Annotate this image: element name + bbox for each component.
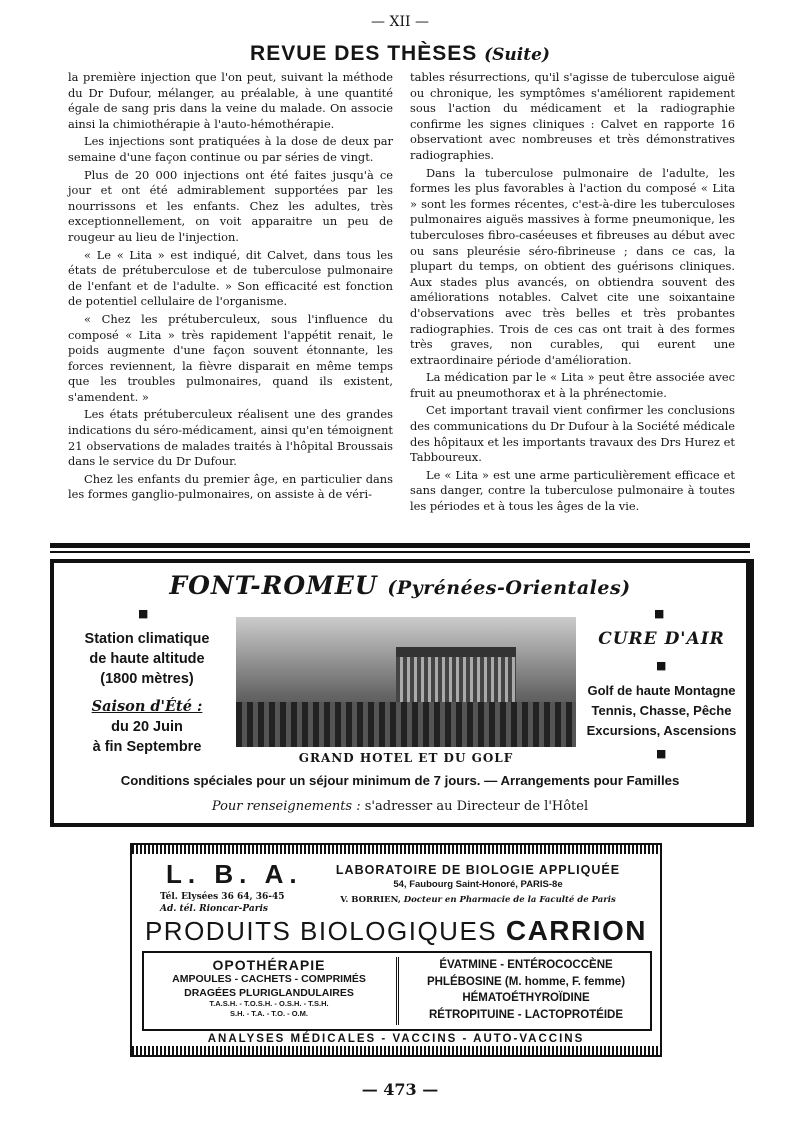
- carrion-text: CARRION: [505, 915, 648, 946]
- paragraph: Les états prétuberculeux réalisent une des grandes indications du séro-médicament, ainsi qu'en témoignent 21 observations de malades traités à l'hôpital Broussais dans le service du Dr Dufour.: [68, 407, 393, 469]
- bullet-icon: ■: [656, 659, 667, 672]
- bullet-icon: ■: [138, 607, 149, 620]
- section-title: [0, 42, 800, 66]
- ad-saison: Saison d'Été :: [91, 698, 203, 715]
- paragraph: la première injection que l'on peut, suivant la méthode du Dr Dufour, mélanger, au préalable, à une quantité égale de sang pris dans la veine du malade. On associe ainsi la chimiothérapie à l'auto-hémothérapie.: [68, 70, 393, 131]
- paragraph: tables résurrections, qu'il s'agisse de tuberculose aiguë ou chronique, les symptômes s'améliorent rapidement sous l'action du médicament et la radiographie confirme les signes cliniques : Calvet en rapporte 16 observationt avec nombreuses et très démonstratives radiographies.: [410, 70, 735, 162]
- lba-logo: L. B. A.: [166, 859, 303, 889]
- lba-adtel: Ad. tél. Rioncar-Paris: [160, 904, 268, 914]
- ad-top-rule-thin: [50, 551, 750, 553]
- paragraph: Les injections sont pratiquées à la dose de deux par semaine d'une façon continue ou par séries de vingt.: [68, 134, 393, 164]
- paragraph: Le « Lita » est une arme particulièrement efficace et sans danger, contre la tuberculose pulmonaire à toutes les périodes et à tous les âges de la vie.: [410, 467, 735, 514]
- ad-left-text: [62, 629, 232, 757]
- product-line: ÉVATMINE - ENTÉROCOCCÈNE: [439, 959, 613, 971]
- ad-saison-date: du 20 Juin: [111, 719, 183, 735]
- opotherapie: OPOTHÉRAPIE: [212, 957, 326, 973]
- director-title: Docteur en Pharmacie de la Faculté de Paris: [403, 895, 616, 905]
- ad-font-romeu: [50, 559, 754, 827]
- left-column: [68, 70, 393, 505]
- ad-left-line: Station climatique: [84, 631, 210, 647]
- codes-line: T.A.S.H. - T.O.S.H. - O.S.H. - T.S.H.: [209, 999, 329, 1008]
- ad-right-line: Tennis, Chasse, Pêche: [591, 703, 732, 718]
- section-title-suite: (Suite): [484, 45, 550, 65]
- lba-contact: [160, 891, 285, 915]
- ad-title: [54, 571, 746, 600]
- lba-tel: Tél. Elysées 36 64, 36-45: [160, 892, 285, 902]
- ad-cure: CURE D'AIR: [598, 629, 725, 649]
- ad-title-name: FONT-ROMEU: [169, 571, 378, 600]
- section-title-text: REVUE DES THÈSES: [250, 42, 478, 65]
- ad-title-region: (Pyrénées-Orientales): [387, 577, 631, 599]
- ad-info: [54, 799, 746, 814]
- ad-left-line: de haute altitude: [89, 651, 205, 667]
- lab-address: 54, Faubourg Saint-Honoré, PARIS-8e: [393, 879, 563, 890]
- ad-border-top: [132, 845, 660, 854]
- produits-text: PRODUITS BIOLOGIQUES: [144, 916, 498, 946]
- trees: [236, 702, 576, 747]
- lab-name: LABORATOIRE DE BIOLOGIE APPLIQUÉE: [335, 863, 621, 877]
- product-line: RÉTROPITUINE - LACTOPROTÉIDE: [428, 1008, 624, 1021]
- paragraph: Dans la tuberculose pulmonaire de l'adulte, les formes les plus favorables à l'action du composé « Lita » sont les formes récentes, c'est-à-dire les tuberculoses pulmonaires aiguës massives à forme pneumonique, les tuberculoses fibro-caséeuses et fibreuses au début avec ou sans pleurésie séro-fibrineuse ; dans ce cas, la plupart du temps, on obtient des guérisons cliniques. Aux stades plus avancés, on obtiendra souvent des améliorations notables. Calvet cite une soixantaine d'observations avec très belles et très probantes radiographies. Trois de ces cas ont trait à des formes très graves, non curables, qui eurent une extraordinaire période d'amélioration.: [410, 165, 735, 367]
- hotel-photo: [236, 617, 576, 747]
- ad-info-label: Pour renseignements :: [211, 799, 361, 814]
- director-name: V. BORRIEN,: [340, 895, 401, 905]
- photo-caption: GRAND HOTEL ET DU GOLF: [298, 751, 514, 765]
- ad-border-bottom: [132, 1046, 660, 1055]
- analyses-line: ANALYSES MÉDICALES - VACCINS - AUTO-VACCINS: [207, 1033, 585, 1045]
- paragraph: Cet important travail vient confirmer les conclusions des communications du Dr Dufour à la Société médicale des hôpitaux et les importants travaux des Drs Hurez et Tabboureux.: [410, 403, 735, 465]
- products-box: [142, 951, 652, 1031]
- ad-left-line: (1800 mètres): [100, 671, 194, 687]
- product-line: HÉMATOÉTHYROÏDINE: [462, 992, 590, 1004]
- ad-saison-date: à fin Septembre: [92, 739, 202, 755]
- lab-director: [308, 895, 648, 905]
- products-left: [144, 957, 394, 1019]
- ad-lba: [130, 843, 662, 1057]
- codes-line: S.H. - T.A. - T.O. - O.M.: [230, 1009, 308, 1018]
- page-roman-number: — XII —: [371, 14, 429, 30]
- ad-right-line: Golf de haute Montagne: [587, 683, 736, 698]
- produits-heading: [132, 915, 660, 947]
- paragraph: Plus de 20 000 injections ont été faites jusqu'à ce jour et ont été admirablement supportées par les nourrissons et les enfants. Chez les adultes, très exceptionnellement, on voit apparaitre un peu de rougeur au lieu de l'injection.: [68, 167, 393, 244]
- ad-right-line: Excursions, Ascensions: [586, 723, 737, 738]
- ampoules: AMPOULES - CACHETS - COMPRIMÉS: [172, 973, 366, 985]
- ad-top-rule-thick: [50, 543, 750, 548]
- paragraph: Chez les enfants du premier âge, en particulier dans les formes ganglio-pulmonaires, on assiste à de véri-: [68, 471, 393, 502]
- paragraph: La médication par le « Lita » peut être associée avec fruit au pneumothorax et à la phrénectomie.: [410, 370, 735, 400]
- products-divider: [396, 957, 399, 1025]
- paragraph: « Le « Lita » est indiqué, dit Calvet, dans tous les états de prétuberculose et de tuberculose pulmonaire de l'enfant et de l'adulte. » Son efficacité est fonction de potentiel cellulaire de l'organisme.: [68, 247, 393, 309]
- paragraph: « Chez les prétuberculeux, sous l'influence du composé « Lita » très rapidement l'appétit renait, le poids augmente d'une façon souvent étonnante, les forces reviennent, la fièvre disparait en même temps que les troubles pulmonaires, quand ils existent, s'amendent. »: [68, 311, 393, 404]
- bullet-icon: ■: [656, 747, 667, 760]
- product-line: PHLÉBOSINE (M. homme, F. femme): [426, 975, 626, 988]
- ad-info-text: s'adresser au Directeur de l'Hôtel: [364, 799, 589, 814]
- products-right: [402, 957, 650, 1023]
- ad-right-text: [579, 629, 744, 741]
- ad-conditions: Conditions spéciales pour un séjour minimum de 7 jours. — Arrangements pour Familles: [120, 773, 680, 788]
- page-number: — 473 —: [361, 1080, 439, 1099]
- dragees: DRAGÉES PLURIGLANDULAIRES: [184, 987, 354, 999]
- bullet-icon: ■: [654, 607, 665, 620]
- right-column: [410, 70, 735, 517]
